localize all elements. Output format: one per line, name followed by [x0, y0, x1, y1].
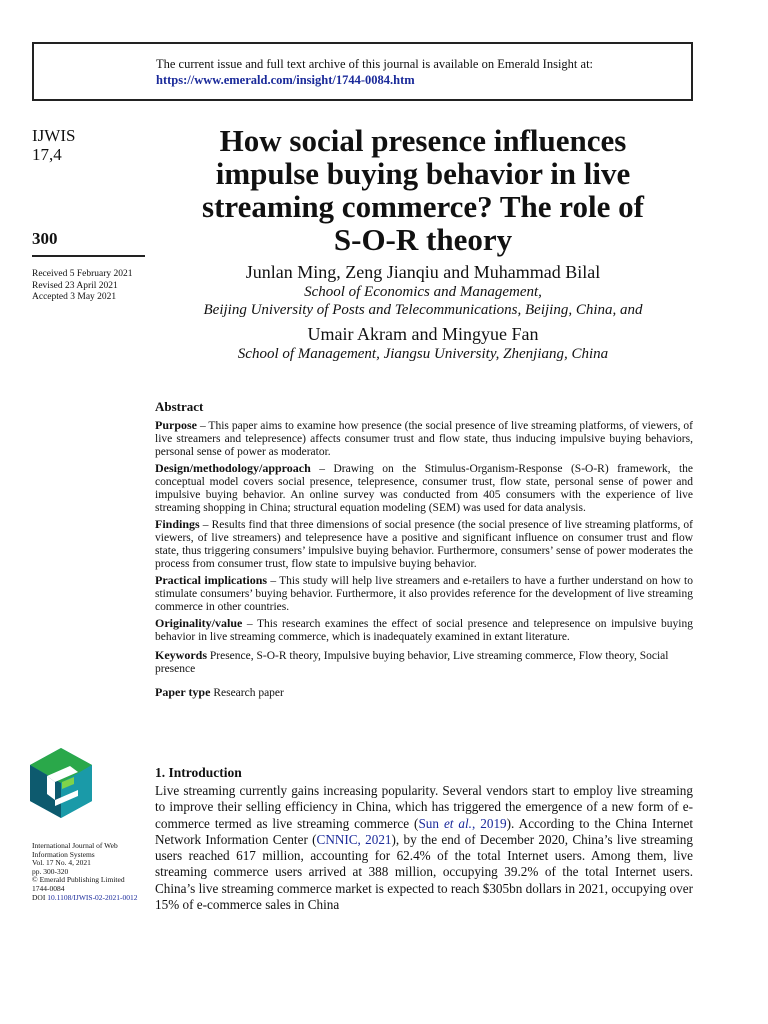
page-number: 300	[32, 229, 58, 248]
emerald-logo-icon	[30, 748, 92, 818]
journal-url-link[interactable]: https://www.emerald.com/insight/1744-0084.htm	[156, 73, 415, 87]
abstract-findings	[155, 518, 693, 571]
title-line: S-O-R theory	[333, 222, 513, 257]
abstract-practical	[155, 574, 693, 614]
author-affiliation: School of Management, Jiangsu University, Zhenjiang, China	[237, 346, 609, 362]
originality-text: – This research examines the effect of social presence and telepresence on impulsive buying behavior in live streaming commerce, which is inadequately examined in extant literature.	[155, 618, 693, 643]
originality-label: Originality/value	[155, 616, 243, 630]
author-names: Umair Akram and Mingyue Fan	[307, 324, 539, 344]
practical-label: Practical implications	[155, 573, 268, 587]
paper-type-label: Paper type	[155, 685, 211, 699]
author-affiliation: School of Economics and Management,	[304, 284, 542, 300]
issn: 1744-0084	[32, 883, 65, 893]
design-label: Design/methodology/approach	[155, 461, 311, 475]
author-names: Junlan Ming, Zeng Jianqiu and Muhammad Bilal	[245, 262, 601, 282]
author-affiliation: Beijing University of Posts and Telecommunications, Beijing, China, and	[203, 302, 643, 318]
intro-text: Live streaming currently gains increasing popularity. Several vendors start to employ live streaming to improve their selling efficiency in China, which has triggered the emergence of a new form of e-commerce termed as live streaming commerce (	[155, 783, 693, 831]
doi-label: DOI	[32, 892, 46, 902]
notice-text: The current issue and full text archive of this journal is available on Emerald Insight at:	[156, 57, 594, 71]
doi-link[interactable]: 10.1108/IJWIS-02-2021-0012	[47, 892, 138, 902]
journal-notice-box	[32, 42, 693, 101]
abstract-originality	[155, 617, 693, 644]
citation-year: , 2019	[471, 815, 507, 831]
keywords	[155, 649, 693, 676]
citation-cnnic-2021[interactable]: CNNIC, 2021	[316, 831, 392, 847]
paper-type	[155, 686, 693, 700]
introduction-paragraph	[155, 783, 693, 913]
design-text: – Drawing on the Stimulus-Organism-Response (S-O-R) framework, the conceptual model covers social presence, telepresence, consumer trust, flow state, personal sense of power and impulsive buying behavior. An online survey was conducted from 405 consumers with the experience of live streaming shopping in China; structural equation modeling (SEM) was used for data analysis.	[155, 463, 693, 514]
revised-date: Revised 23 April 2021	[32, 280, 118, 291]
volume-issue: 17,4	[32, 145, 62, 164]
citation-author: Sun	[418, 815, 444, 831]
purpose-label: Purpose	[155, 418, 197, 432]
volume-info: Vol. 17 No. 4, 2021	[32, 858, 91, 868]
page-number-rule	[32, 255, 145, 257]
journal-citation	[32, 842, 152, 902]
introduction-section	[155, 765, 693, 913]
intro-text: ). According to the China Internet Network Information Center (	[155, 815, 693, 847]
citation-etal: et al.	[443, 815, 472, 831]
paper-type-text: Research paper	[210, 687, 284, 699]
author-group-2	[150, 324, 696, 363]
received-date: Received 5 February 2021	[32, 269, 133, 279]
copyright: © Emerald Publishing Limited	[32, 875, 125, 885]
journal-notice	[156, 56, 593, 88]
purpose-text: – This paper aims to examine how presence (the social presence of live streaming platforms, of viewers, of live streamers and telepresence) affects consumer trust and flow state, thus inducing impulsive buying behaviors, personal sense of power as moderator.	[155, 420, 693, 458]
journal-abbreviation	[32, 126, 147, 164]
findings-text: – Results find that three dimensions of social presence (the social presence of live streaming platforms, of viewers, of live streamers) and telepresence have a positive and significant influence on consumer trust and flow state, thus triggering consumers’ impulsive buying behavior. Furthermore, consumers’ sense of power moderates the process from consumer trust, flow state to impulsive buying behavior.	[155, 519, 693, 570]
title-line: How social presence influences	[219, 123, 627, 158]
abstract-purpose	[155, 419, 693, 459]
introduction-heading: 1. Introduction	[155, 765, 242, 780]
keywords-text: Presence, S-O-R theory, Impulsive buying behavior, Live streaming commerce, Flow theory, Social presence	[155, 650, 669, 675]
citation-sun-2019[interactable]	[418, 816, 506, 831]
abstract-design	[155, 462, 693, 515]
keywords-label: Keywords	[155, 648, 207, 662]
journal-abbr: IJWIS	[32, 126, 76, 145]
intro-text: ), by the end of December 2020, China’s live streaming users reached 617 million, accounting for 62.4% of the total Internet users. Among them, live streaming commerce users arrived at 388 million, occupying 39.2% of the total Internet users. China’s live streaming commerce market is expected to reach $305bn dollars in 2021, occupying over 15% of e-commerce sales in China	[155, 831, 693, 913]
pages-info: pp. 300-320	[32, 866, 69, 876]
journal-name: International Journal of Web	[32, 841, 118, 850]
title-line: streaming commerce? The role of	[202, 189, 644, 224]
article-history	[32, 269, 147, 304]
accepted-date: Accepted 3 May 2021	[32, 292, 117, 302]
abstract	[155, 400, 693, 703]
author-group-1	[150, 262, 696, 319]
findings-label: Findings	[155, 517, 200, 531]
paper-title	[150, 124, 696, 256]
title-line: impulse buying behavior in live	[215, 156, 631, 191]
practical-text: – This study will help live streamers and e-retailers to have a further understand on how to stimulate consumers’ buying behavior. Furthermore, it also provides reference for the development of live streaming commerce in other countries.	[155, 575, 693, 613]
abstract-heading: Abstract	[155, 399, 204, 414]
doi-line	[32, 894, 152, 903]
journal-name-cont: Information Systems	[32, 849, 95, 859]
